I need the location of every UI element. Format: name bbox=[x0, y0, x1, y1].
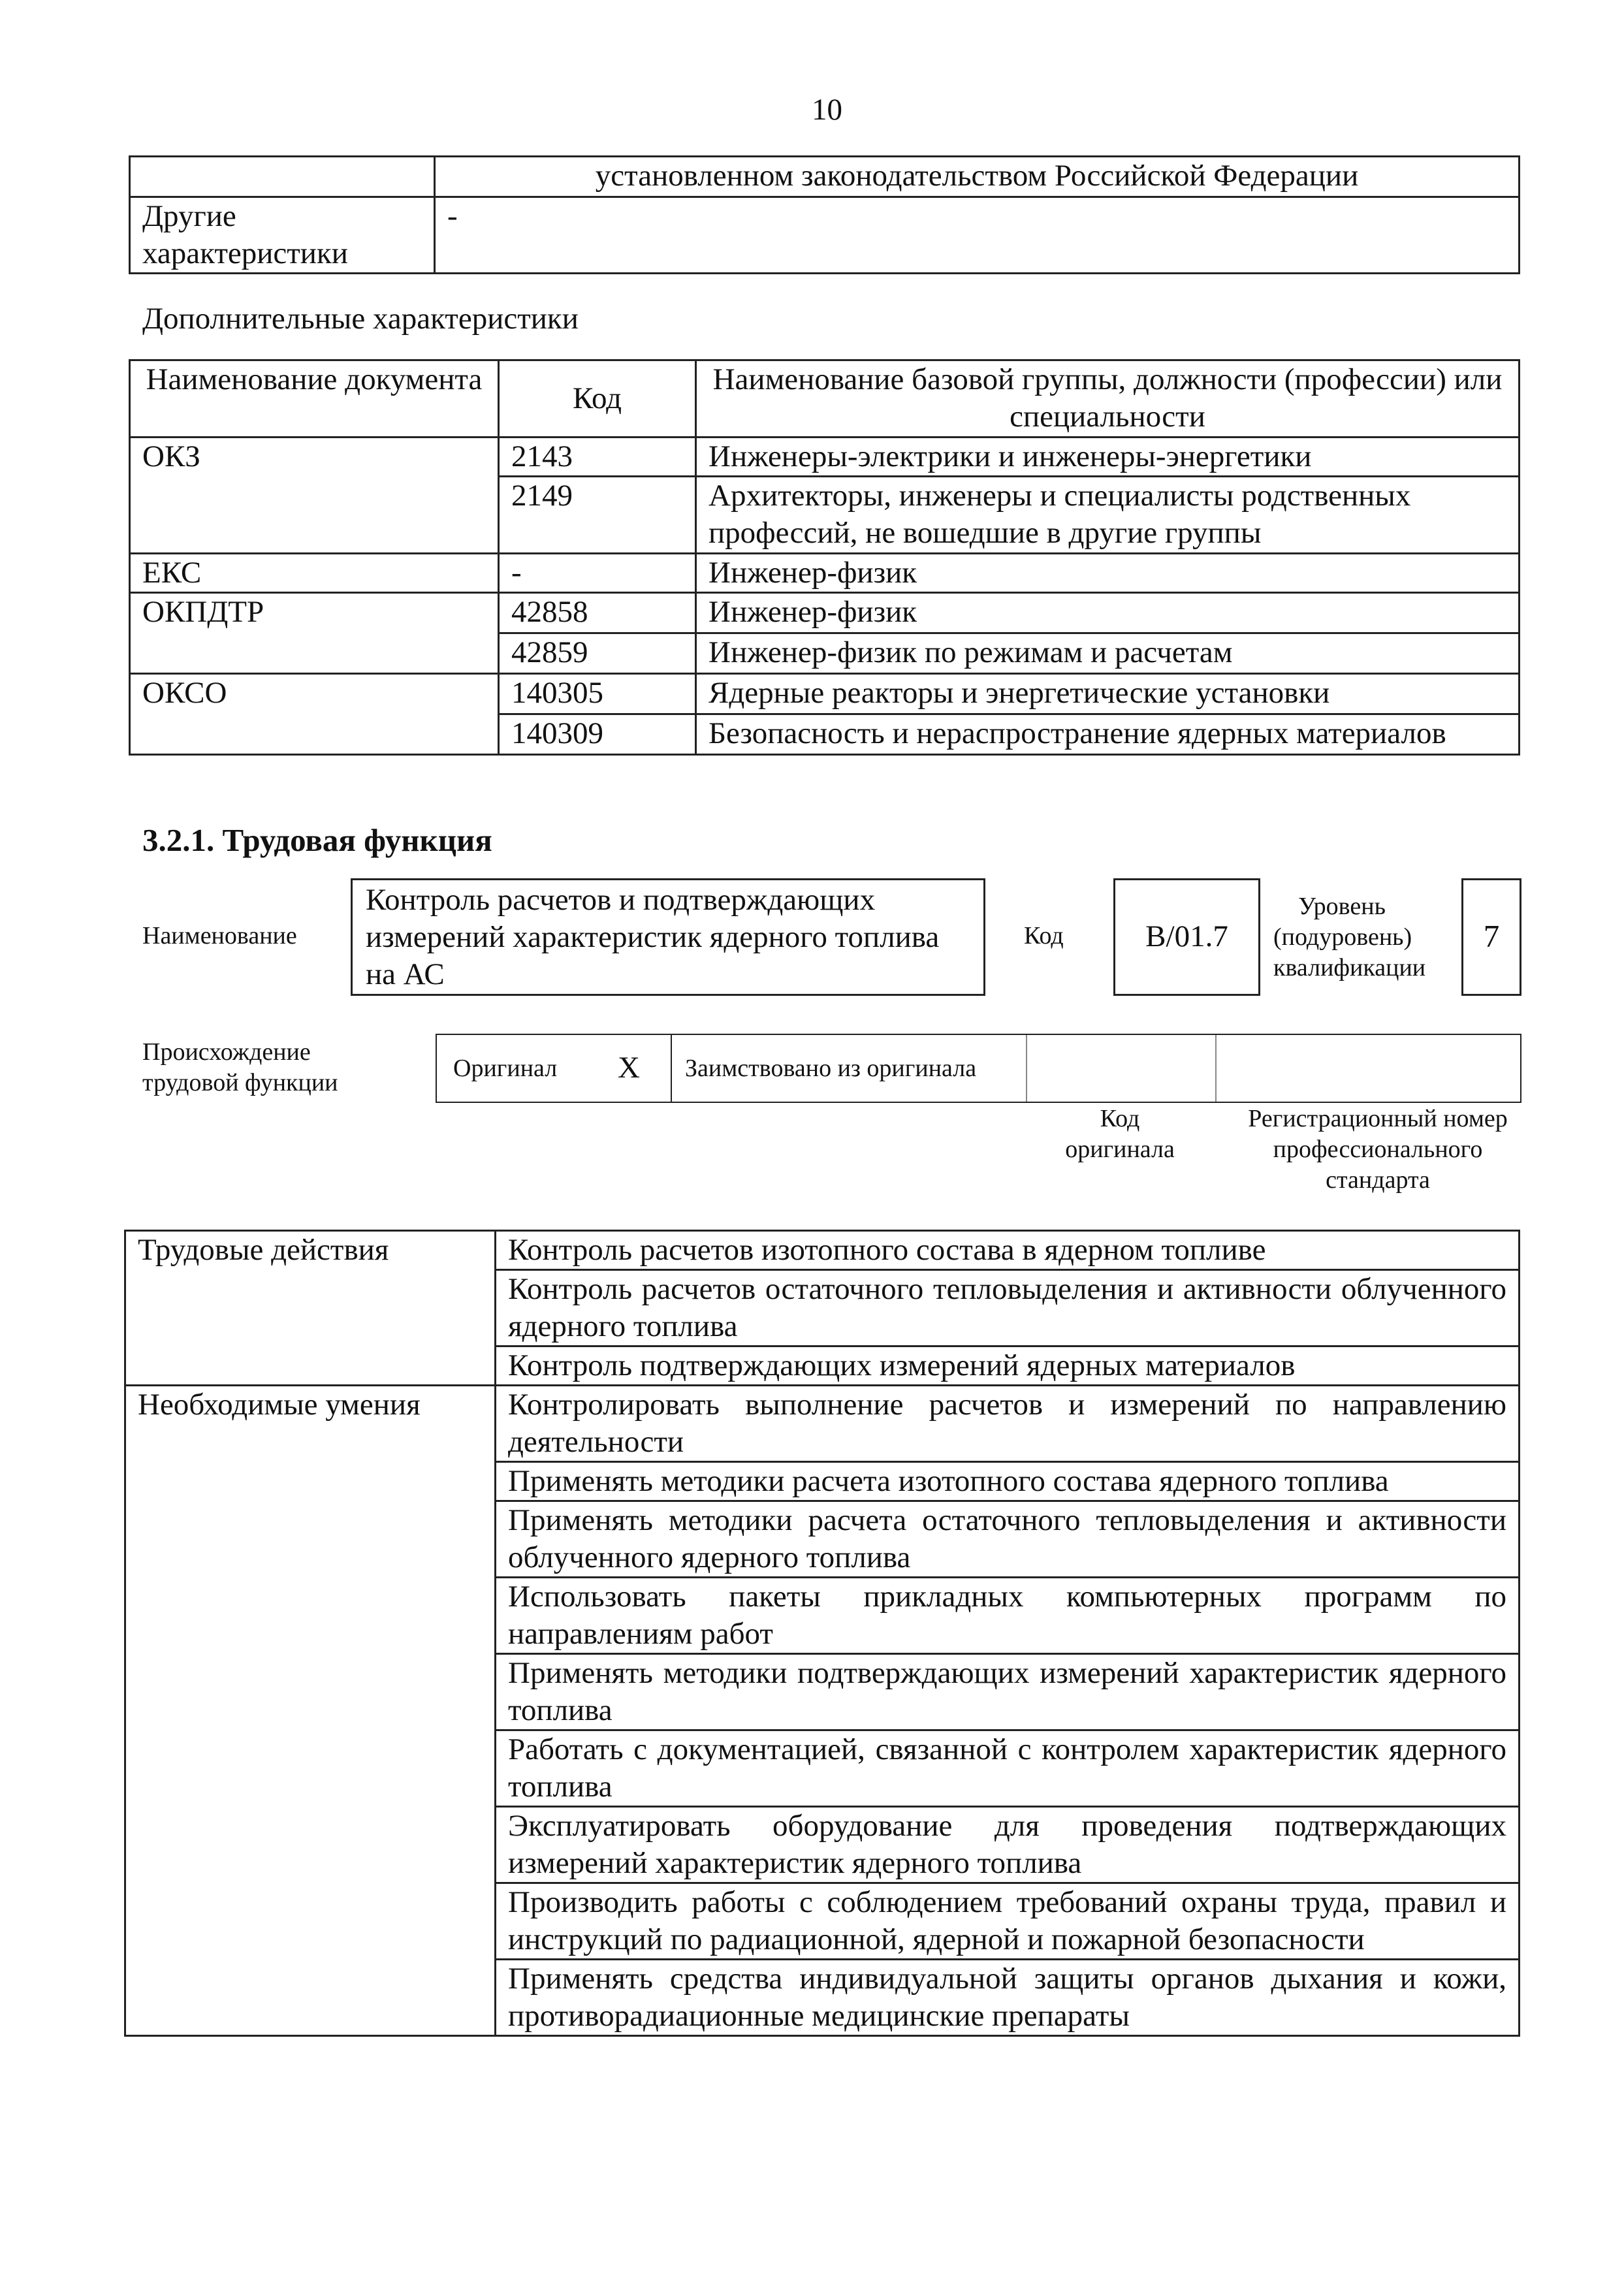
level-box bbox=[1461, 878, 1521, 996]
skill-item: Использовать пакеты прикладных компьютерных программ по направлениям работ bbox=[496, 1578, 1520, 1654]
doc-okpdtr: ОКПДТР bbox=[130, 593, 499, 674]
doc-eks: ЕКС bbox=[130, 554, 499, 593]
top-table bbox=[129, 155, 1520, 274]
code-cell: 42858 bbox=[499, 593, 696, 633]
actions-skills-table bbox=[124, 1230, 1520, 2037]
skill-item: Применять методики расчета остаточного тепловыделения и активности облученного ядерного топлива bbox=[496, 1501, 1520, 1578]
code-cell: 140309 bbox=[499, 714, 696, 755]
doc-okso: ОКСО bbox=[130, 674, 499, 755]
level-label: Уровень (подуровень) квалификации bbox=[1273, 893, 1426, 981]
skill-item: Применять методики подтверждающих измерений характеристик ядерного топлива bbox=[496, 1654, 1520, 1730]
group-name-cell: Безопасность и нераспространение ядерных материалов bbox=[696, 714, 1520, 755]
additional-heading: Дополнительные характеристики bbox=[142, 302, 579, 336]
function-code-label: Код bbox=[1024, 922, 1064, 949]
origin-label: Происхождение трудовой функции bbox=[142, 1038, 338, 1096]
skill-item: Применять средства индивидуальной защиты органов дыхания и кожи, противорадиационные медицинские препараты bbox=[496, 1960, 1520, 2036]
action-item: Контроль расчетов изотопного состава в ядерном топливе bbox=[496, 1231, 1520, 1270]
header-group-name: Наименование базовой группы, должности (профессии) или специальности bbox=[696, 360, 1520, 438]
other-characteristics-label: Другие характеристики bbox=[130, 197, 435, 274]
origin-row bbox=[436, 1034, 1521, 1103]
doc-okz: ОКЗ bbox=[130, 438, 499, 554]
borrowed-label: Заимствовано из оригинала bbox=[685, 1055, 977, 1082]
skill-item: Производить работы с соблюдением требований охраны труда, правил и инструкций по радиационной, ядерной и пожарной безопасности bbox=[496, 1883, 1520, 1960]
additional-table bbox=[129, 359, 1520, 756]
skill-item: Контролировать выполнение расчетов и измерений по направлению деятельности bbox=[496, 1386, 1520, 1462]
section-heading: 3.2.1. Трудовая функция bbox=[142, 822, 492, 858]
skill-item: Эксплуатировать оборудование для проведения подтверждающих измерений характеристик ядерного топлива bbox=[496, 1807, 1520, 1883]
original-label: Оригинал bbox=[453, 1055, 558, 1082]
skill-item: Работать с документацией, связанной с контролем характеристик ядерного топлива bbox=[496, 1730, 1520, 1807]
code-cell: 140305 bbox=[499, 674, 696, 714]
function-name-label: Наименование bbox=[142, 922, 297, 949]
group-name-cell: Ядерные реакторы и энергетические установки bbox=[696, 674, 1520, 714]
code-cell: 42859 bbox=[499, 633, 696, 674]
skill-item: Применять методики расчета изотопного состава ядерного топлива bbox=[496, 1462, 1520, 1501]
original-code-label: Код оригинала bbox=[1065, 1105, 1175, 1163]
action-item: Контроль подтверждающих измерений ядерных материалов bbox=[496, 1346, 1520, 1386]
function-code-value: B/01.7 bbox=[1145, 919, 1228, 953]
action-item: Контроль расчетов остаточного тепловыделения и активности облученного ядерного топлива bbox=[496, 1270, 1520, 1346]
group-name-cell: Инженер-физик bbox=[696, 593, 1520, 633]
original-mark: X bbox=[618, 1051, 640, 1085]
other-characteristics-value: - bbox=[435, 197, 1520, 274]
group-name-cell: Инженер-физик по режимам и расчетам bbox=[696, 633, 1520, 674]
legislation-text: установленном законодательством Российской Федерации bbox=[435, 157, 1520, 197]
level-value: 7 bbox=[1483, 918, 1500, 954]
function-code-box bbox=[1113, 878, 1260, 996]
function-name-box bbox=[351, 878, 985, 996]
group-name-cell: Инженеры-электрики и инженеры-энергетики bbox=[696, 438, 1520, 477]
actions-label: Трудовые действия bbox=[125, 1231, 496, 1386]
page-number: 10 bbox=[812, 93, 842, 127]
group-name-cell: Архитекторы, инженеры и специалисты родственных профессий, не вошедшие в другие группы bbox=[696, 477, 1520, 554]
group-name-cell: Инженер-физик bbox=[696, 554, 1520, 593]
code-cell: - bbox=[499, 554, 696, 593]
code-cell: 2149 bbox=[499, 477, 696, 554]
reg-number-label: Регистрационный номер профессионального стандарта bbox=[1248, 1105, 1508, 1194]
skills-label: Необходимые умения bbox=[125, 1386, 496, 2036]
function-name-value: Контроль расчетов и подтверждающих измерений характеристик ядерного топлива на АС bbox=[366, 883, 940, 991]
header-code: Код bbox=[499, 360, 696, 438]
code-cell: 2143 bbox=[499, 438, 696, 477]
header-doc-name: Наименование документа bbox=[130, 360, 499, 438]
